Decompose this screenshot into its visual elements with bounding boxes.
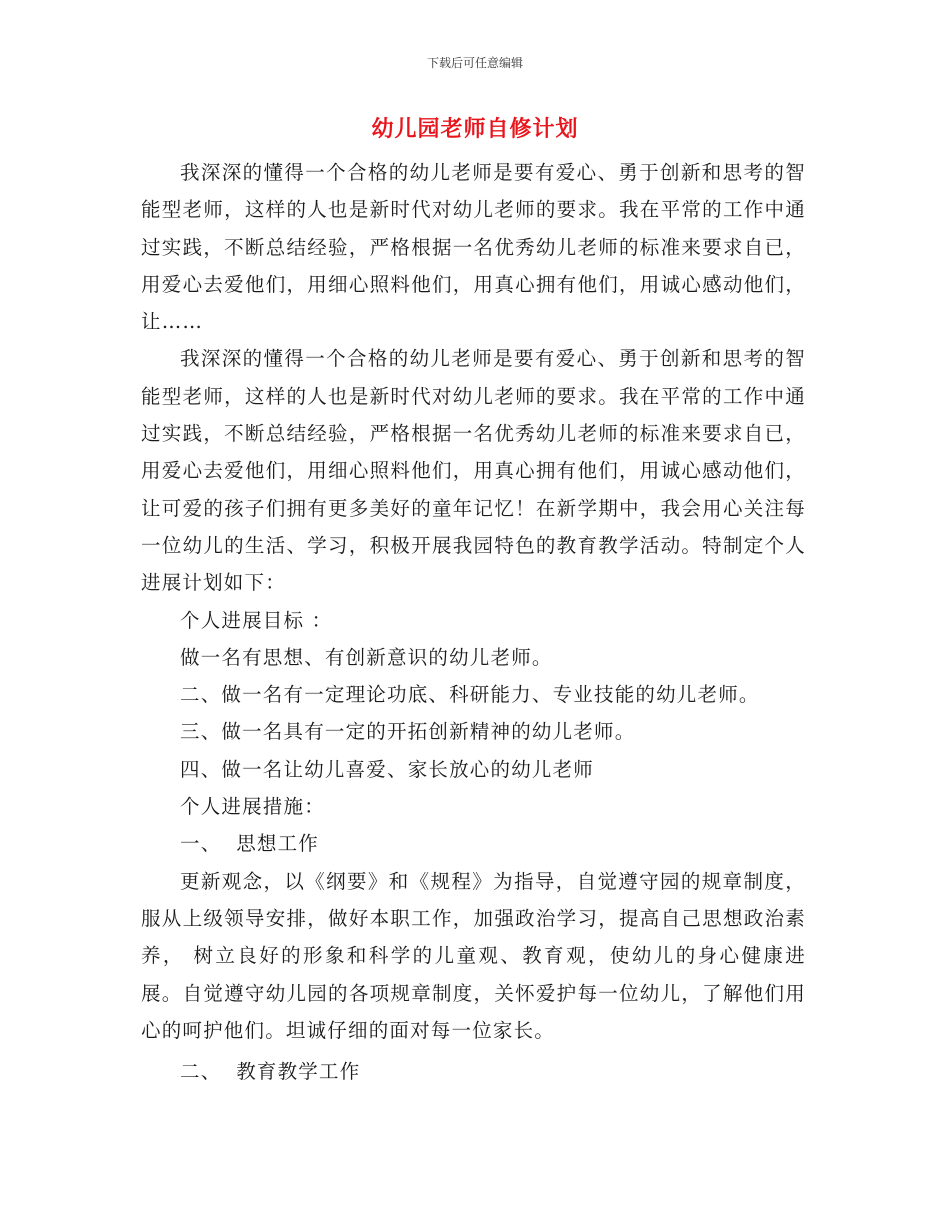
goal-item-3: 三、做一名具有一定的开拓创新精神的幼儿老师。 <box>180 720 636 744</box>
section-1-heading: 一、 思想工作 <box>180 832 319 856</box>
goals-heading: 个人进展目标 ： <box>180 608 333 632</box>
document-title: 幼儿园老师自修计划 <box>371 116 579 142</box>
intro-full-paragraph: 我深深的懂得一个合格的幼儿老师是要有爱心、勇于创新和思考的智能型老师，这样的人也是新时代对幼儿老师的要求。我在平常的工作中通过实践，不断总结经验，严格根据一名优秀幼儿老师的标准来要求自已，用爱心去爱他们，用细心照料他们，用真心拥有他们，用诚心感动他们，让可爱的孩子们拥有更多美好的童年记忆！在新学期中，我会用心关注每一位幼儿的生活、学习，积极开展我园特色的教育教学活动。特制定个人进展计划如下： <box>141 347 806 595</box>
measures-heading: 个人进展措施： <box>180 795 325 819</box>
section-1-body: 更新观念，以《纲要》和《规程》为指导，自觉遵守园的规章制度，服从上级领导安排，做好本职工作，加强政治学习，提高自己思想政治素养， 树立良好的形象和科学的儿童观、教育观，使幼儿的身心健康进展。自觉遵守幼儿园的各项规章制度，关怀爱护每一位幼儿，了解他们用心的呵护他们。坦诚仔细的面对每一位家长。 <box>141 869 806 1042</box>
intro-excerpt-paragraph: 我深深的懂得一个合格的幼儿老师是要有爱心、勇于创新和思考的智能型老师，这样的人也是新时代对幼儿老师的要求。我在平常的工作中通过实践，不断总结经验，严格根据一名优秀幼儿老师的标准来要求自已，用爱心去爱他们，用细心照料他们，用真心拥有他们，用诚心感动他们，让…… <box>141 161 806 334</box>
document-body <box>141 154 806 1090</box>
download-note: 下载后可任意编辑 <box>426 56 523 70</box>
goal-item-4: 四、做一名让幼儿喜爱、家长放心的幼儿老师 <box>180 757 595 781</box>
goal-item-2: 二、做一名有一定理论功底、科研能力、专业技能的幼儿老师。 <box>180 683 760 707</box>
goal-item-1: 做一名有思想、有创新意识的幼儿老师。 <box>180 645 553 669</box>
section-2-heading: 二、 教育教学工作 <box>180 1060 361 1084</box>
